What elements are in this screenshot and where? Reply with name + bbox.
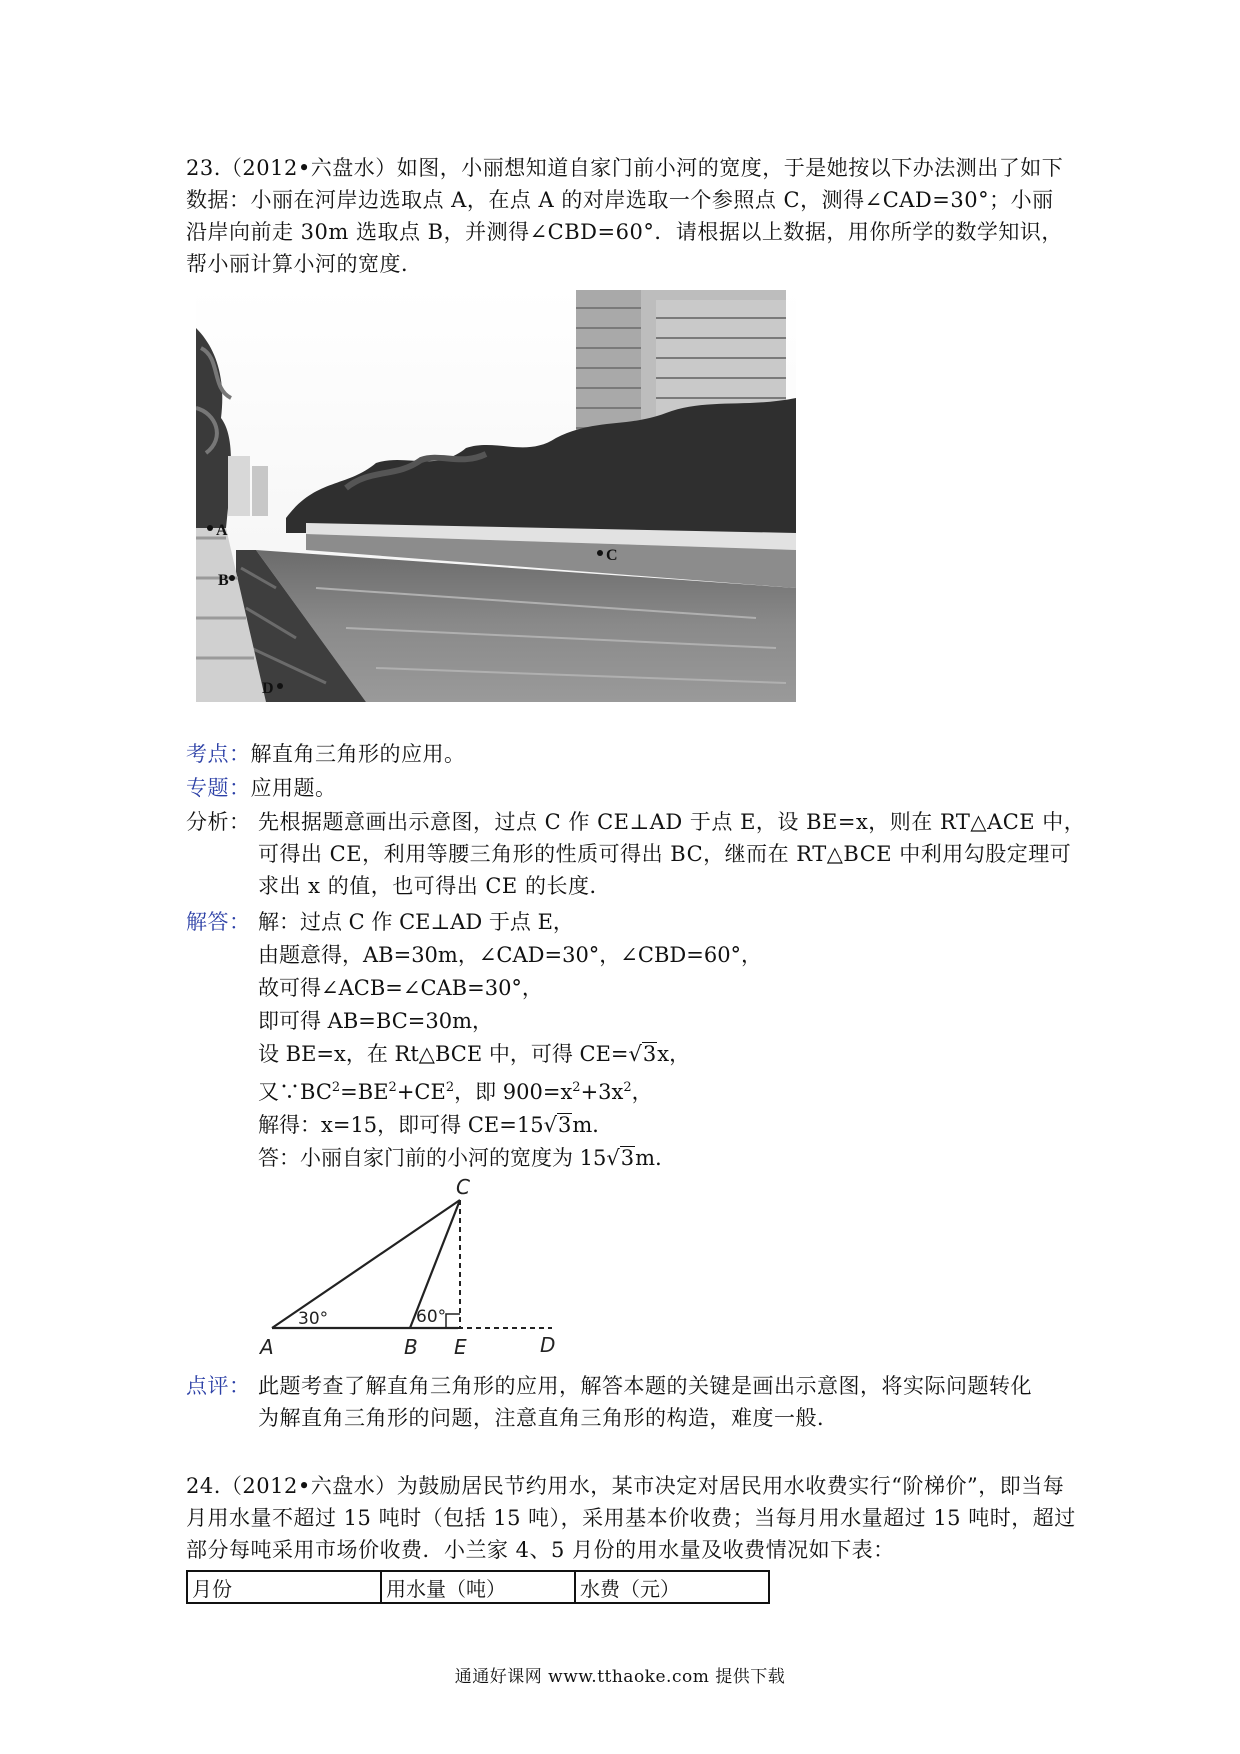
zhuanti-label: 专题： [186,776,251,800]
solution-line: 答：小丽自家门前的小河的宽度为 15√3m． [258,1146,677,1170]
q23-line: 帮小丽计算小河的宽度． [186,252,423,276]
kaodian-text: 解直角三角形的应用。 [250,742,466,766]
exponent: 2 [388,1080,397,1095]
solution-line: 设 BE=x，在 Rt△BCE 中，可得 CE=√3x， [258,1042,691,1066]
sqrt-radicand: 3 [642,1042,657,1066]
point-c-label: C [456,1175,470,1199]
solution-text: =BE [340,1080,389,1104]
dianping-line: 此题考查了解直角三角形的应用，解答本题的关键是画出示意图，将实际问题转化 [258,1374,1032,1398]
solution-line: 故可得∠ACB=∠CAB=30°， [258,976,543,1000]
footer-text: 通通好课网 www.tthaoke.com 提供下载 [454,1667,786,1687]
angle-a-label: 30° [298,1309,329,1329]
fenxi-text [258,806,1085,902]
solution-text: 解得：x=15，即可得 CE=15 [258,1113,544,1137]
solution-line: 解：过点 C 作 CE⊥AD 于点 E， [258,910,574,934]
dianping-label: 点评： [186,1374,251,1398]
fenxi-line: 求出 x 的值，也可得出 CE 的长度． [258,874,611,898]
point-e-label: E [454,1335,467,1359]
q24-line: 月用水量不超过 15 吨时（包括 15 吨），采用基本价收费；当每月用水量超过 15 吨时，超过 [186,1506,1076,1530]
kaodian-row [186,738,466,770]
point-d-label: D [540,1333,556,1357]
solution-line [258,1071,762,1109]
fenxi-line: 先根据题意画出示意图，过点 C 作 CE⊥AD 于点 E，设 BE=x，则在 RT△ACE 中， [258,810,1086,834]
table-header-cell: 水费（元） [575,1571,769,1603]
jieda-label: 解答： [186,910,251,934]
sqrt-radicand: 3 [557,1113,572,1137]
point-b-label: B [404,1335,418,1359]
q23-line: 沿岸向前走 30m 选取点 B，并测得∠CBD=60°．请根据以上数据，用你所学的数学知识， [186,220,1063,244]
exponent: 2 [623,1080,632,1095]
solution-text: 设 BE=x，在 Rt△BCE 中，可得 CE= [258,1042,629,1066]
solution-text: m． [635,1146,677,1170]
river-photo-image [196,288,796,702]
exponent: 2 [445,1080,455,1095]
solution-text: ， [631,1080,653,1104]
solution-text: +3x [580,1080,624,1104]
q23-question [186,152,1063,280]
solution-text: +CE [396,1080,446,1104]
q23-line: 23.（2012•六盘水）如图，小丽想知道自家门前小河的宽度，于是她按以下办法测出了如下 [186,156,1064,180]
solution-text: m． [572,1113,614,1137]
photo-label-d: D [262,680,274,697]
dianping-text [258,1370,1032,1434]
triangle-diagram-svg [250,1172,580,1362]
solution-line: 解得：x=15，即可得 CE=15√3m． [258,1113,614,1137]
table-header-cell: 月份 [187,1571,381,1603]
fenxi-label: 分析： [186,810,251,834]
water-fee-table [186,1570,770,1604]
solution-line: 即可得 AB=BC=30m， [258,1009,493,1033]
dianping-line: 为解直角三角形的问题，注意直角三角形的构造，难度一般． [258,1406,839,1430]
angle-b-label: 60° [416,1307,447,1327]
kaodian-label: 考点： [186,742,251,766]
zhuanti-text: 应用题。 [250,776,337,800]
solution-text: 又∵BC [258,1080,332,1104]
q24-line: 部分每吨采用市场价收费．小兰家 4、5 月份的用水量及收费情况如下表： [186,1538,895,1562]
zhuanti-row [186,772,337,804]
photo-label-b: B [218,572,229,589]
point-a-label: A [260,1335,274,1359]
triangle-diagram [250,1172,580,1362]
q24-line: 24.（2012•六盘水）为鼓励居民节约用水，某市决定对居民用水收费实行“阶梯价”，即当每 [186,1474,1065,1498]
table-header-cell: 用水量（吨） [381,1571,575,1603]
q23-line: 数据：小丽在河岸边选取点 A，在点 A 的对岸选取一个参照点 C，测得∠CAD=30°；小丽 [186,188,1054,212]
right-angle-mark [446,1314,460,1328]
exponent: 2 [331,1080,341,1095]
solution [258,906,762,1175]
solution-text: x， [657,1042,691,1066]
photo-label-c: C [606,547,618,564]
q24-question [186,1470,1076,1566]
fenxi-line: 可得出 CE，利用等腰三角形的性质可得出 BC，继而在 RT△BCE 中利用勾股定理可 [258,842,1072,866]
solution-text: 答：小丽自家门前的小河的宽度为 15 [258,1146,607,1170]
sqrt-radicand: 3 [620,1146,635,1170]
solution-text: ，即 900=x [454,1080,573,1104]
table-header-row [187,1571,769,1603]
photo-label-a: A [216,522,228,539]
solution-line: 由题意得，AB=30m，∠CAD=30°，∠CBD=60°， [258,943,763,967]
river-photo [196,288,796,702]
exponent: 2 [572,1080,581,1095]
